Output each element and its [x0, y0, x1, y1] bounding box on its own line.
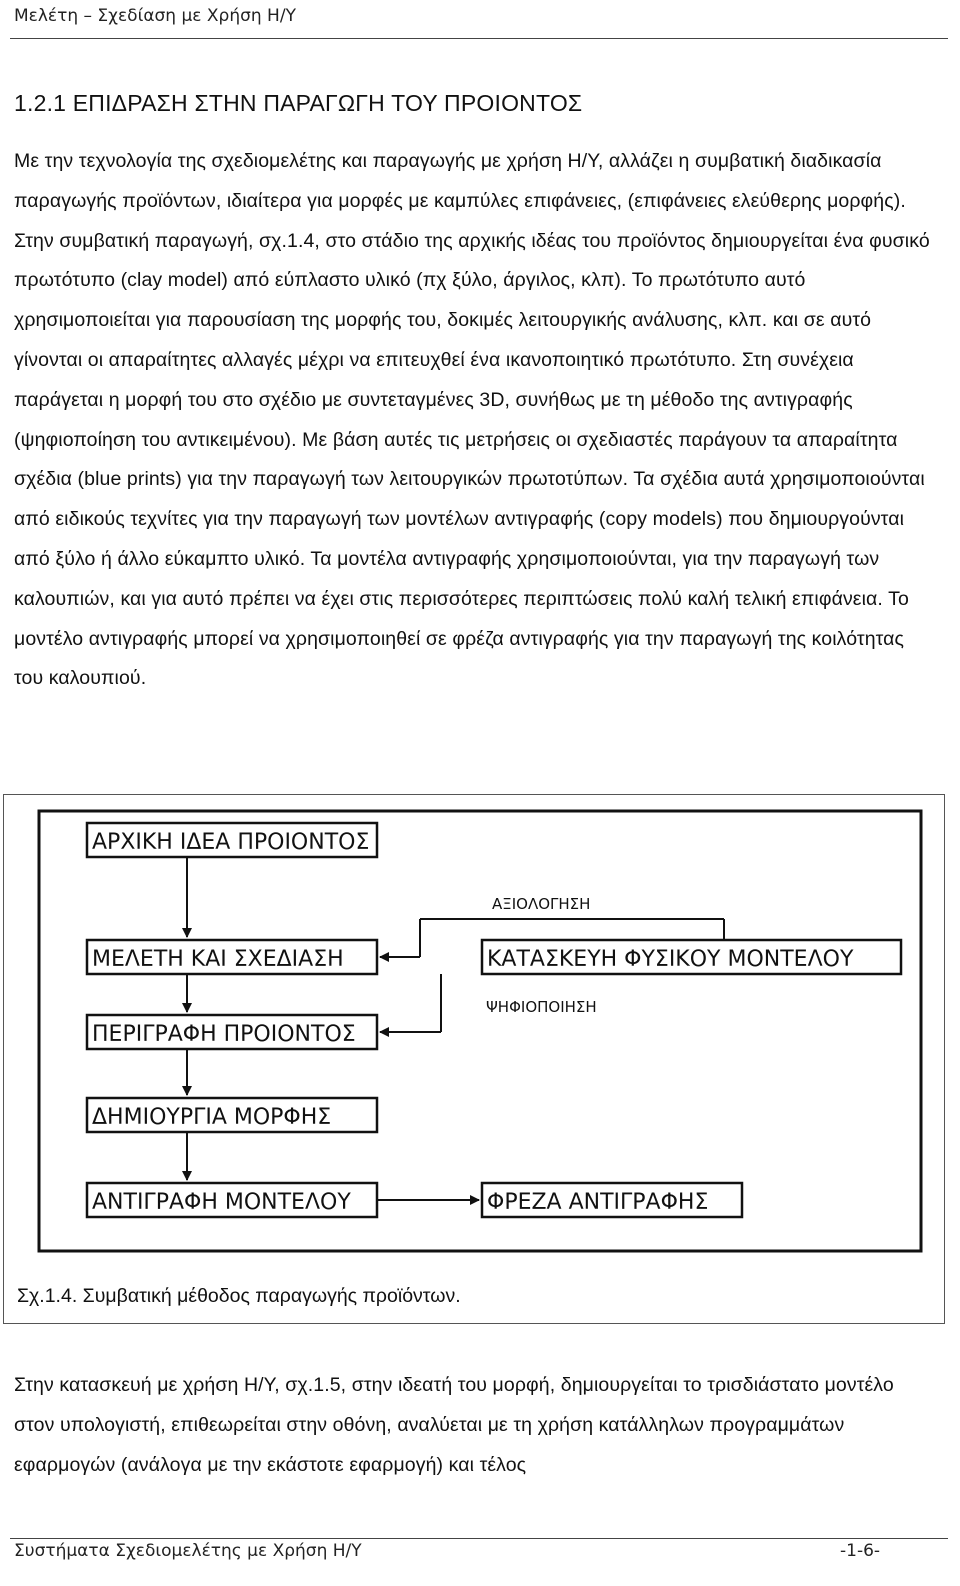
header-divider [10, 38, 948, 39]
evaluation-label: ΑΞΙΟΛΟΓΗΣΗ [492, 895, 591, 913]
body-paragraph-2: Στην κατασκευή με χρήση Η/Υ, σχ.1.5, στην ιδεατή του μορφή, δημιουργείται το τρισδιάστατο μοντέλο στον υπολογιστή, επιθεωρείται στην οθόνη, αναλύεται με τη χρήση κατάλληλων προγραμμάτων εφαρμογών (ανάλογα με την εκάστοτε εφαρμογή) και τέλος [14, 1374, 894, 1476]
page-number: -1-6- [840, 1541, 881, 1561]
box-copy-mill-label: ΦΡΕΖΑ ΑΝΤΙΓΡΑΦΗΣ [487, 1190, 709, 1215]
digitization-label: ΨΗΦΙΟΠΟΙΗΣΗ [486, 998, 597, 1016]
footer-divider [10, 1538, 948, 1539]
box-form-creation-label: ΔΗΜΙΟΥΡΓΙΑ ΜΟΡΦΗΣ [92, 1105, 332, 1130]
box-initial-idea-label: ΑΡΧΙΚΗ ΙΔΕΑ ΠΡΟΙΟΝΤΟΣ [92, 830, 370, 855]
process-flow-diagram [4, 795, 944, 1323]
running-footer: Συστήματα Σχεδιομελέτης με Χρήση Η/Υ [14, 1541, 362, 1561]
box-study-design-label: ΜΕΛΕΤΗ ΚΑΙ ΣΧΕΔΙΑΣΗ [92, 947, 344, 972]
running-header: Μελέτη – Σχεδίαση με Χρήση Η/Υ [14, 6, 296, 26]
figure-frame [3, 794, 945, 1324]
figure-caption: Σχ.1.4. Συμβατική μέθοδος παραγωγής προϊόντων. [17, 1285, 461, 1307]
section-heading: 1.2.1 ΕΠΙΔΡΑΣΗ ΣΤΗΝ ΠΑΡΑΓΩΓΗ ΤΟΥ ΠΡΟΙΟΝΤΟΣ [14, 90, 583, 116]
body-paragraph-1: Με την τεχνολογία της σχεδιομελέτης και παραγωγής με χρήση Η/Υ, αλλάζει η συμβατική διαδικασία παραγωγής προϊόντων, ιδιαίτερα για μορφές με καμπύλες επιφάνειες, (επιφάνειες ελεύθερης μορφής). Στην συμβατική παραγωγή, σχ.1.4, στο στάδιο της αρχικής ιδέας του προϊόντος δημιουργείται ένα φυσικό πρωτότυπο (clay model) από εύπλαστο υλικό (πχ ξύλο, άργιλος, κλπ). Το πρωτότυπο αυτό χρησιμοποιείται για παρουσίαση της μορφής του, δοκιμές λειτουργικής ανάλυσης, κλπ. και σε αυτό γίνονται οι απαραίτητες αλλαγές μέχρι να επιτευχθεί ένα ικανοποιητικό πρωτότυπο. Στη συνέχεια παράγεται η μορφή του στο σχέδιο με συντεταγμένες 3D, συνήθως με τη μέθοδο της αντιγραφής (ψηφιοποίηση του αντικειμένου). Με βάση αυτές τις μετρήσεις οι σχεδιαστές παράγουν τα απαραίτητα σχέδια (blue prints) για την παραγωγή των λειτουργικών πρωτοτύπων. Τα σχέδια αυτά χρησιμοποιούνται από ειδικούς τεχνίτες για την παραγωγή των μοντέλων αντιγραφής (copy models) που δημιουργούνται από ξύλο ή άλλο εύκαμπτο υλικό. Τα μοντέλα αντιγραφής χρησιμοποιούνται, για την παραγωγή των καλουπιών, και για αυτό πρέπει να έχει στις περισσότερες περιπτώσεις πολύ καλή τελική επιφάνεια. Το μοντέλο αντιγραφής μπορεί να χρησιμοποιηθεί σε φρέζα αντιγραφής για την παραγωγή της κοιλότητας του καλουπιού. [14, 150, 930, 690]
box-model-copy-label: ΑΝΤΙΓΡΑΦΗ ΜΟΝΤΕΛΟΥ [92, 1190, 351, 1215]
box-physical-model-label: ΚΑΤΑΣΚΕΥΗ ΦΥΣΙΚΟΥ ΜΟΝΤΕΛΟΥ [487, 947, 854, 972]
box-product-description-label: ΠΕΡΙΓΡΑΦΗ ΠΡΟΙΟΝΤΟΣ [92, 1022, 356, 1047]
